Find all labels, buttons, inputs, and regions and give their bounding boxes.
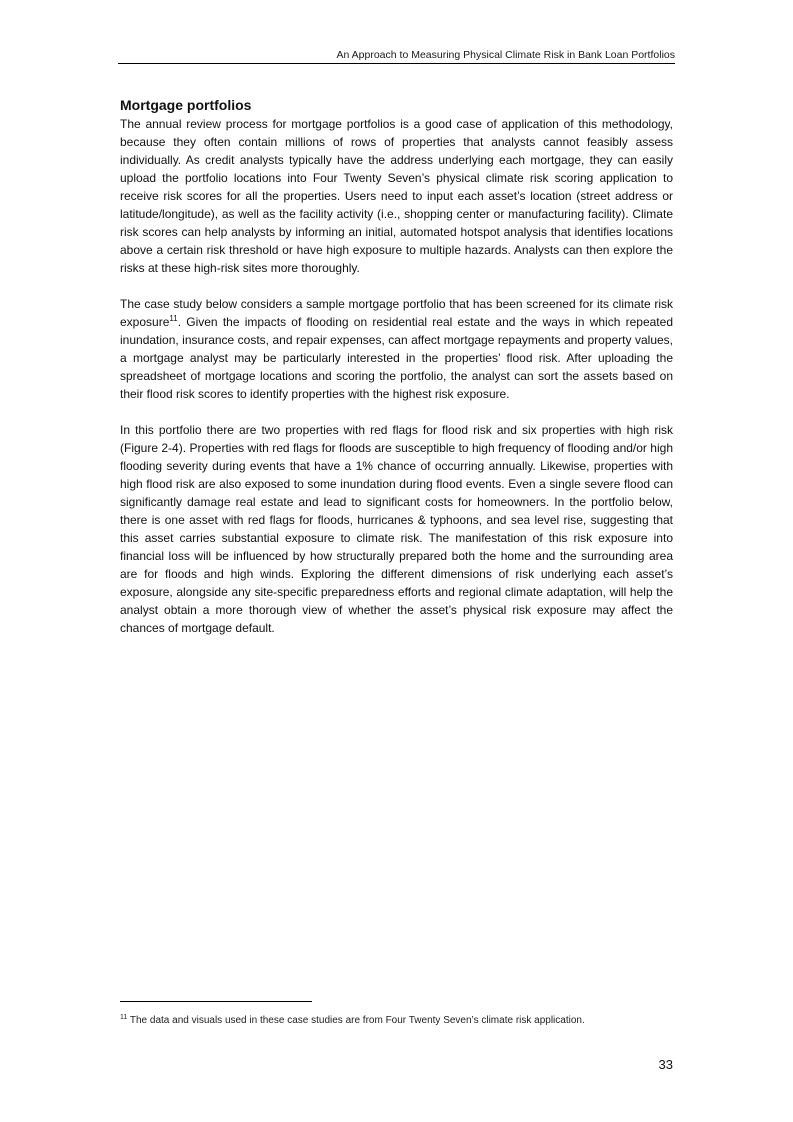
paragraph-1: The annual review process for mortgage portfolios is a good case of application of this methodology, because they often contain millions of rows of properties that analysts cannot feasibly assess individually. As credit analysts typically have the address underlying each mortgage, they can easily upload the portfolio locations into Four Twenty Seven’s physical climate risk scoring application to receive risk scores for all the properties. Users need to input each asset’s location (street address or latitude/longitude), as well as the facility activity (i.e., shopping center or manufacturing facility). Climate risk scores can help analysts by informing an initial, automated hotspot analysis that identifies locations above a certain risk threshold or have high exposure to multiple hazards. Analysts can then explore the risks at these high-risk sites more thoroughly. bbox=[120, 117, 673, 275]
paragraph-2 bbox=[120, 295, 673, 403]
main-content bbox=[120, 96, 673, 655]
page-number: 33 bbox=[658, 1057, 673, 1072]
footnote-reference[interactable]: 11 bbox=[169, 314, 178, 323]
running-header: An Approach to Measuring Physical Climate Risk in Bank Loan Portfolios bbox=[336, 49, 675, 61]
header-rule bbox=[118, 63, 675, 64]
footnote-text: The data and visuals used in these case studies are from Four Twenty Seven’s climate risk application. bbox=[127, 1015, 585, 1026]
paragraph-2-text-end: . Given the impacts of flooding on residential real estate and the ways in which repeated inundation, insurance costs, and repair expenses, can affect mortgage repayments and property values, a mortgage analyst may be particularly interested in the properties’ flood risk. After uploading the spreadsheet of mortgage locations and scoring the portfolio, the analyst can sort the assets based on their flood risk scores to identify properties with the highest risk exposure. bbox=[120, 315, 673, 401]
paragraph-3: In this portfolio there are two properties with red flags for flood risk and six properties with high risk (Figure 2-4). Properties with red flags for floods are susceptible to high frequency of flooding and/or high flooding severity during events that have a 1% chance of occurring annually. Likewise, properties with high flood risk are also exposed to some inundation during flood events. Even a single severe flood can significantly damage real estate and lead to significant costs for homeowners. In the portfolio below, there is one asset with red flags for floods, hurricanes & typhoons, and sea level rise, suggesting that this asset carries substantial exposure to climate risk. The manifestation of this risk exposure into financial loss will be influenced by how structurally prepared both the home and the surrounding area are for floods and high winds. Exploring the different dimensions of risk underlying each asset’s exposure, alongside any site-specific preparedness efforts and regional climate adaptation, will help the analyst obtain a more thorough view of whether the asset’s physical risk exposure may affect the chances of mortgage default. bbox=[120, 423, 673, 635]
footnote bbox=[120, 1014, 673, 1028]
section-heading: Mortgage portfolios bbox=[120, 97, 252, 113]
footnote-marker: 11 bbox=[120, 1014, 128, 1021]
paragraph-2-text-start: The case study below considers a sample mortgage portfolio that has been screened for its climate risk exposure bbox=[120, 297, 673, 329]
footnote-rule bbox=[120, 1001, 312, 1002]
